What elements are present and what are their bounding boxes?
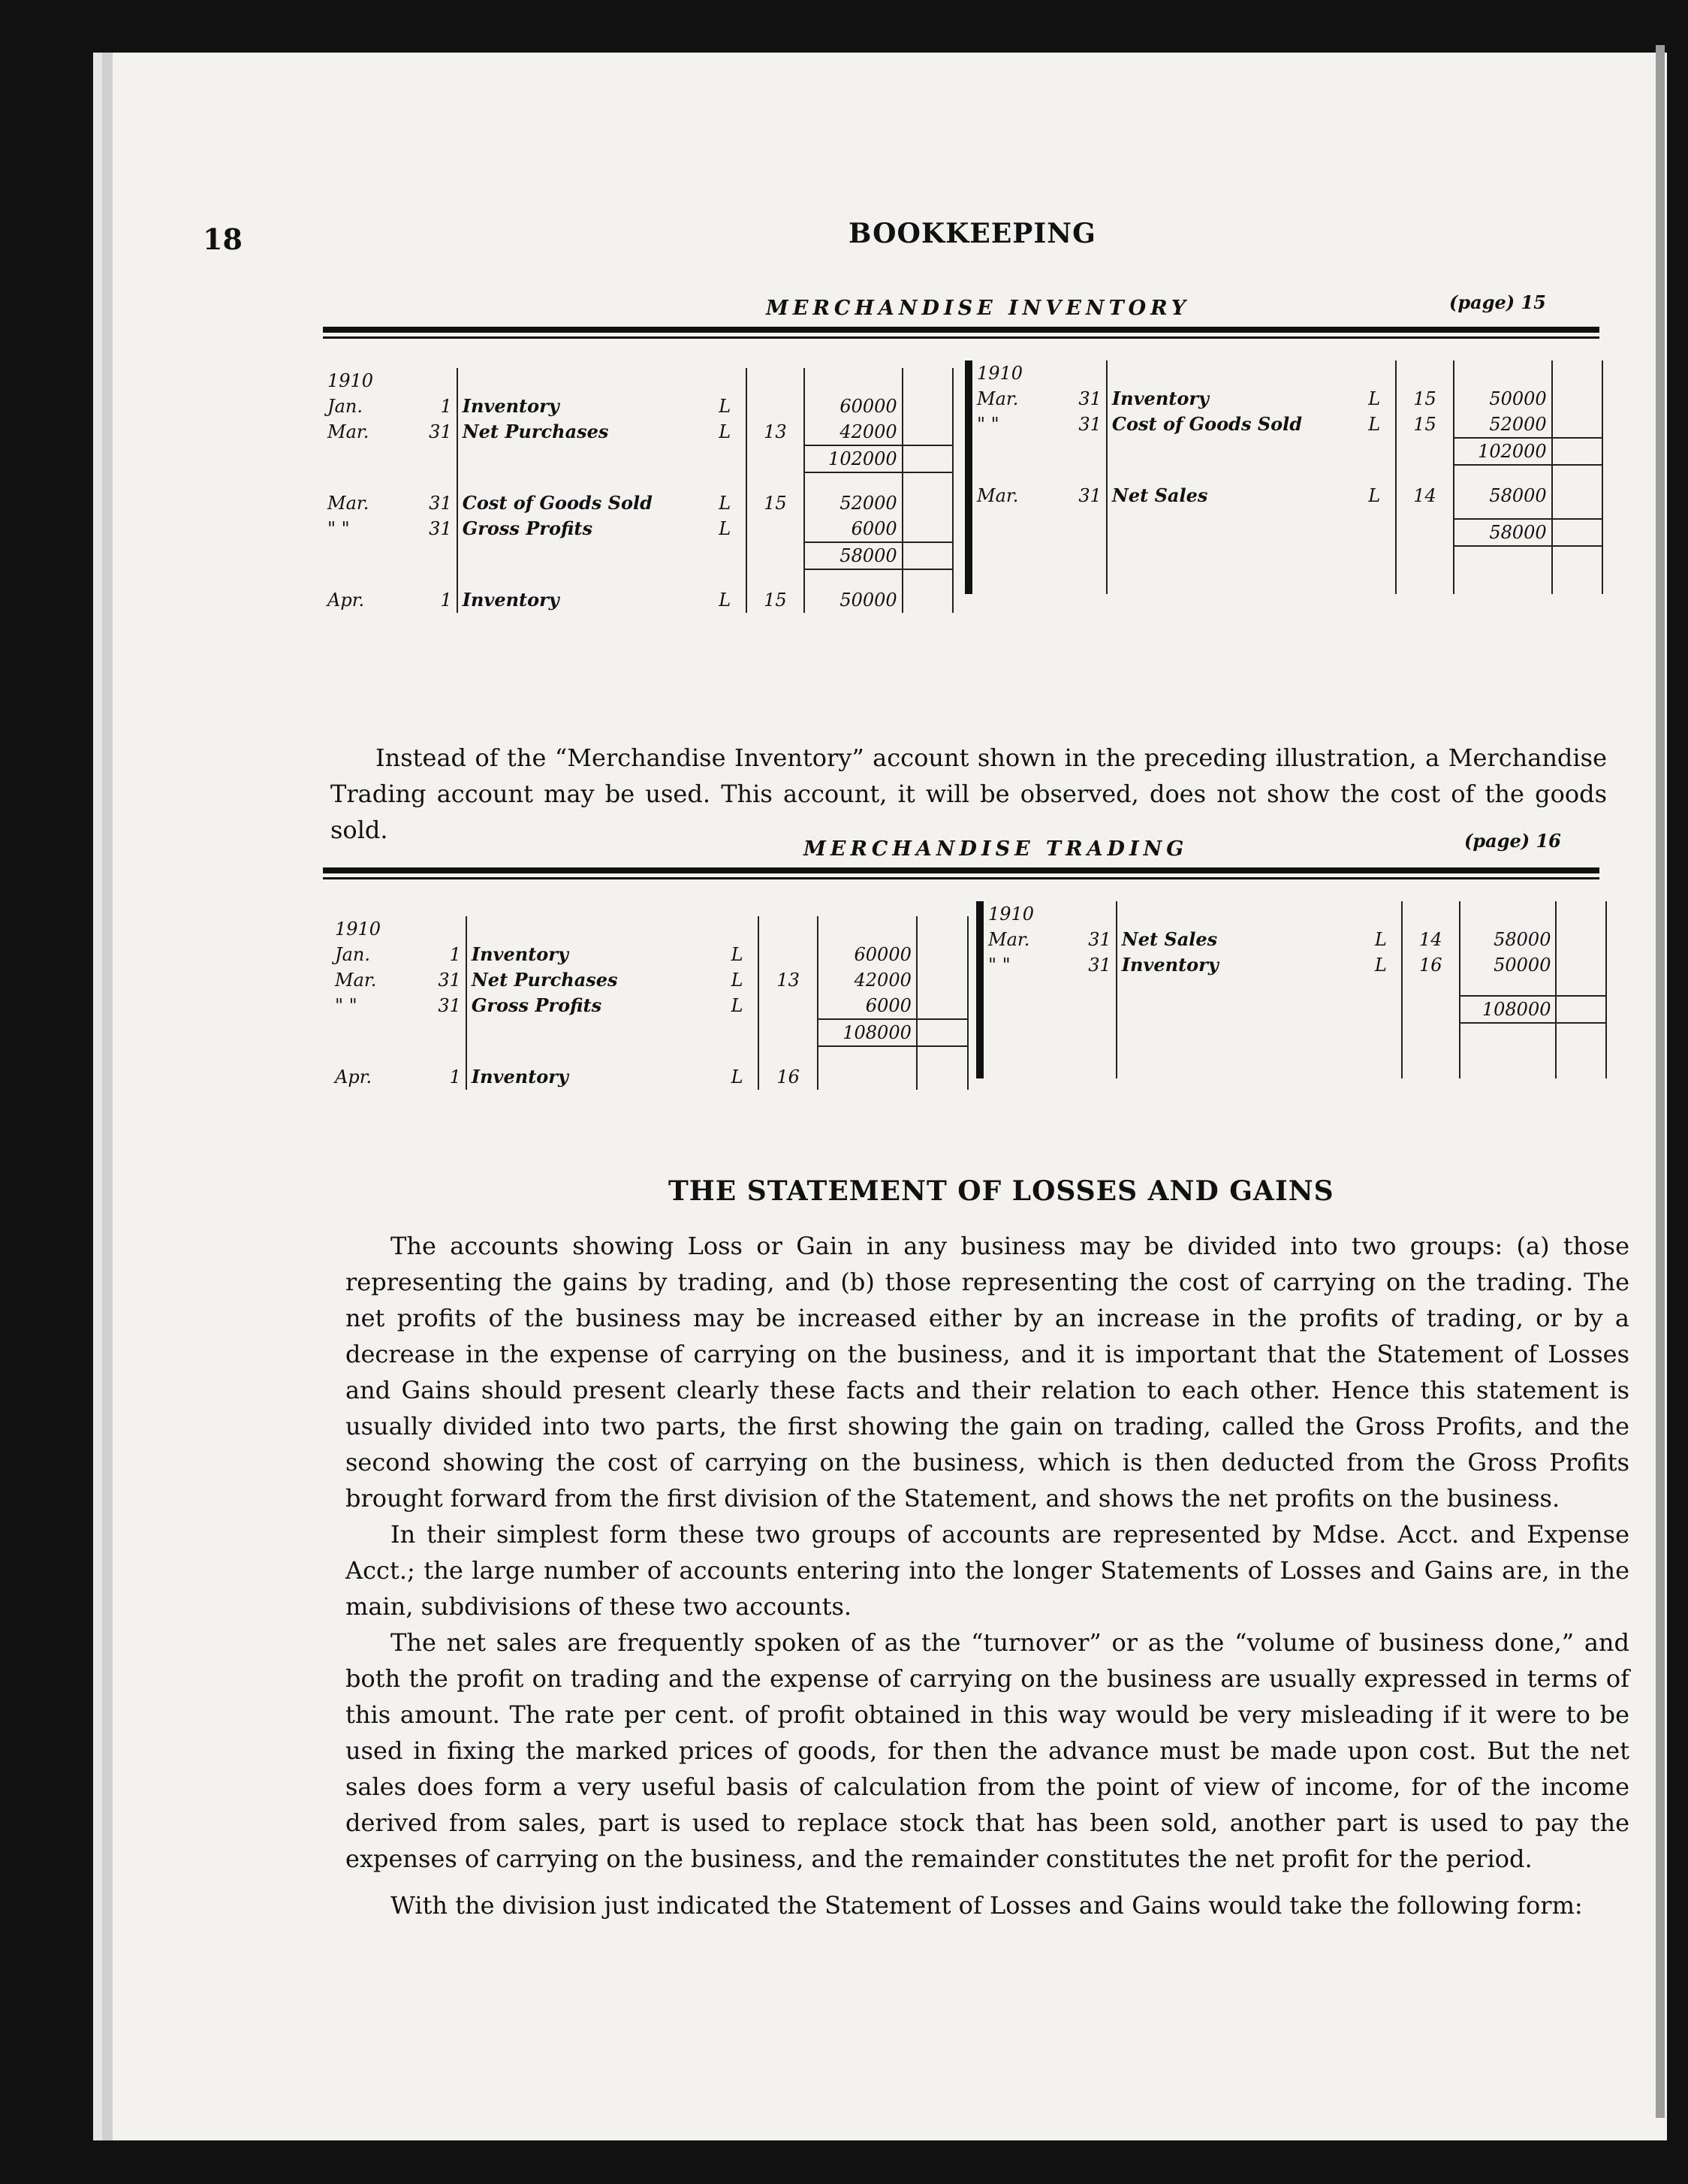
ledger-total: 102000 (323, 445, 953, 472)
intro-paragraph: Instead of the “Merchandise Inventory” account shown in the preceding illustration, a Merchandise Trading account may be used. This account, it will be observed, does not show the cost of the goods sold. (330, 744, 1607, 844)
ledger2-credit (976, 901, 1607, 1078)
ledger-row: Apr. 1 Inventory L 16 (330, 1064, 968, 1090)
ledger-row: Mar. 31 Inventory L 15 50000 (969, 386, 1602, 412)
ledger-row: " " 31 Gross Profits L 6000 (323, 516, 953, 542)
year: 1910 (988, 903, 1035, 925)
ledger1-title: MERCHANDISE INVENTORY (766, 297, 1191, 320)
paragraph: In their simplest form these two groups of accounts are represented by Mdse. Acct. and Expense Acct.; the large number of accounts entering into the longer Statements of Losses and Gains are, in the main, subdivisions of these two accounts. (345, 1520, 1629, 1621)
paragraph: With the division just indicated the Statement of Losses and Gains would take the following form: (390, 1891, 1583, 1920)
ledger-row: " " 31 Inventory L 16 50000 (980, 952, 1606, 978)
ledger2-title: MERCHANDISE TRADING (803, 837, 1189, 861)
page-edge (1656, 45, 1665, 2118)
year: 1910 (327, 370, 374, 391)
paragraph: The net sales are frequently spoken of as the “turnover” or as the “volume of business done,” and both the profit on trading and the expense of carrying on the business are usually expressed in terms of this amount. The rate per cent. of profit obtained in this way would be very misleading if it were to be used in fixing the marked prices of goods, for then the advance must be made upon cost. But the net sales does form a very useful basis of calculation from the point of view of income, for of the income derived from sales, part is used to replace stock that has been sold, another part is used to pay the expenses of carrying on the business, and the remainder constitutes the net profit for the period. (345, 1628, 1629, 1873)
ledger-row: Apr. 1 Inventory L 15 50000 (323, 587, 953, 613)
ledger-row: Jan. 1 Inventory L 60000 (330, 942, 968, 967)
ledger2-rule (323, 867, 1599, 873)
body-text (345, 1228, 1629, 1923)
ledger1-rule (323, 327, 1599, 333)
ledger-total: 108000 (980, 996, 1606, 1023)
paragraph: The accounts showing Loss or Gain in any business may be divided into two groups: (a) those representing the gains by trading, and (b) those representing the cost of carrying on the trading. The net profits of the business may be increased either by an increase in the profits of trading, or by a decrease in the expense of carrying on the business, and it is important that the Statement of Losses and Gains should present clearly these facts and their relation to each other. Hence this statement is usually divided into two parts, the first showing the gain on trading, called the Gross Profits, and the second showing the cost of carrying on the business, which is then deducted from the Gross Profits brought forward from the first division of the Statement, and shows the net profits on the business. (345, 1232, 1629, 1513)
ledger-row: Jan. 1 Inventory L 60000 (323, 394, 953, 419)
ledger1-rule-thin (323, 336, 1599, 339)
ledger-row: " " 31 Gross Profits L 6000 (330, 993, 968, 1019)
year: 1910 (977, 363, 1023, 384)
ledger-row: Mar. 31 Net Sales L 14 58000 (969, 483, 1602, 508)
section-title: THE STATEMENT OF LOSSES AND GAINS (668, 1175, 1334, 1207)
ledger1-page-ref: (page) 15 (1449, 291, 1546, 313)
ledger2-debit (330, 916, 969, 1090)
ledger-row: Mar. 31 Net Sales L 14 58000 (980, 927, 1606, 952)
ledger-total: 58000 (323, 542, 953, 569)
ledger-row: Mar. 31 Cost of Goods Sold L 15 52000 (323, 490, 953, 516)
ledger-total: 58000 (969, 519, 1602, 546)
year: 1910 (335, 919, 381, 940)
ledger1-credit (965, 360, 1603, 594)
ledger2-page-ref: (page) 16 (1464, 830, 1561, 852)
page-number: 18 (203, 222, 243, 256)
ledger-row: " " 31 Cost of Goods Sold L 15 52000 (969, 412, 1602, 438)
ledger-total: 108000 (330, 1019, 968, 1046)
ledger1-debit (323, 368, 954, 613)
ledger2-rule-thin (323, 877, 1599, 879)
ledger-row: Mar. 31 Net Purchases L 13 42000 (323, 419, 953, 445)
page-header (203, 218, 1614, 263)
ledger-total: 102000 (969, 438, 1602, 465)
running-head: BOOKKEEPING (849, 218, 1096, 249)
ledger-row: Mar. 31 Net Purchases L 13 42000 (330, 967, 968, 993)
